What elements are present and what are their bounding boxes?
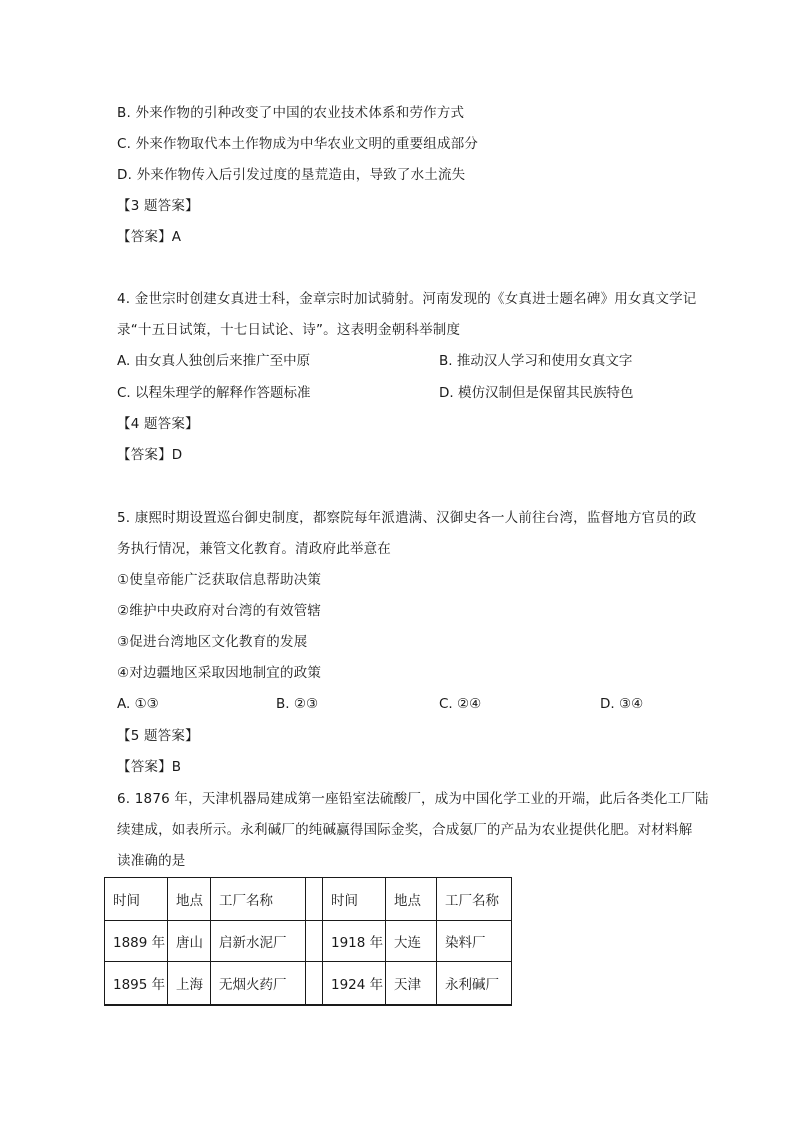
table-cell: 无烟火药厂 [211, 962, 306, 1006]
table-cell: 大连 [386, 921, 437, 962]
table-cell: 永利碱厂 [437, 962, 512, 1006]
table-row [105, 921, 512, 962]
table-row [105, 962, 512, 1006]
table-header-cell: 地点 [168, 878, 211, 921]
q5-statement-1: ①使皇帝能广泛获取信息帮助决策 [117, 572, 322, 588]
table-header-cell: 地点 [386, 878, 437, 921]
q3-option-d: D. 外来作物传入后引发过度的垦荒造由，导致了水土流失 [117, 167, 466, 183]
q5-option-b: B. ②③ [276, 696, 319, 712]
q5-statement-2: ②维护中央政府对台湾的有效管辖 [117, 603, 322, 619]
q4-answer-header: 【4 题答案】 [117, 416, 199, 432]
q5-answer: 【答案】B [117, 759, 182, 775]
q3-option-b: B. 外来作物的引种改变了中国的农业技术体系和劳作方式 [117, 105, 465, 121]
table-header-cell: 工厂名称 [211, 878, 306, 921]
q5-statement-3: ③促进台湾地区文化教育的发展 [117, 634, 308, 650]
q3-answer-header: 【3 题答案】 [117, 198, 199, 214]
q5-stem-line2: 务执行情况，兼管文化教育。清政府此举意在 [117, 541, 391, 557]
table-cell: 1918 年 [323, 921, 386, 962]
q4-option-d: D. 模仿汉制但是保留其民族特色 [439, 385, 634, 401]
table-cell: 1895 年 [105, 962, 168, 1006]
table-header-row [105, 878, 512, 921]
table-cell: 启新水泥厂 [211, 921, 306, 962]
table-divider [306, 878, 323, 921]
q5-option-c: C. ②④ [439, 696, 482, 712]
q5-stem-line1: 5. 康熙时期设置巡台御史制度，都察院每年派遣满、汉御史各一人前往台湾，监督地方官员的政 [117, 510, 697, 526]
q6-stem-line1: 6. 1876 年，天津机器局建成第一座铅室法硫酸厂，成为中国化学工业的开端，此后各类化工厂陆 [117, 791, 709, 807]
table-cell: 1889 年 [105, 921, 168, 962]
q4-option-c: C. 以程朱理学的解释作答题标准 [117, 385, 311, 401]
table-cell: 上海 [168, 962, 211, 1006]
q5-answer-header: 【5 题答案】 [117, 728, 199, 744]
q4-stem-line2: 录“十五日试策，十七日试论、诗”。这表明金朝科举制度 [117, 322, 461, 338]
q4-stem-line1: 4. 金世宗时创建女真进士科，金章宗时加试骑射。河南发现的《女真进士题名碑》用女真文学记 [117, 291, 697, 307]
q6-stem-line3: 读准确的是 [117, 853, 186, 869]
table-cell: 唐山 [168, 921, 211, 962]
table-cell: 天津 [386, 962, 437, 1006]
table-divider [306, 921, 323, 962]
table-divider [306, 962, 323, 1006]
q4-answer: 【答案】D [117, 447, 183, 463]
q5-option-a: A. ①③ [117, 696, 159, 712]
table-cell: 染料厂 [437, 921, 512, 962]
factory-table [104, 877, 512, 1006]
table-header-cell: 工厂名称 [437, 878, 512, 921]
table-header-cell: 时间 [323, 878, 386, 921]
q3-option-c: C. 外来作物取代本土作物成为中华农业文明的重要组成部分 [117, 136, 479, 152]
q4-option-b: B. 推动汉人学习和使用女真文字 [439, 353, 633, 369]
q6-stem-line2: 续建成，如表所示。永利碱厂的纯碱赢得国际金奖，合成氨厂的产品为农业提供化肥。对材料解 [117, 822, 693, 838]
q5-statement-4: ④对边疆地区采取因地制宜的政策 [117, 665, 322, 681]
table-header-cell: 时间 [105, 878, 168, 921]
table-cell: 1924 年 [323, 962, 386, 1006]
q5-option-d: D. ③④ [600, 696, 644, 712]
q3-answer: 【答案】A [117, 229, 182, 245]
q4-option-a: A. 由女真人独创后来推广至中原 [117, 353, 311, 369]
